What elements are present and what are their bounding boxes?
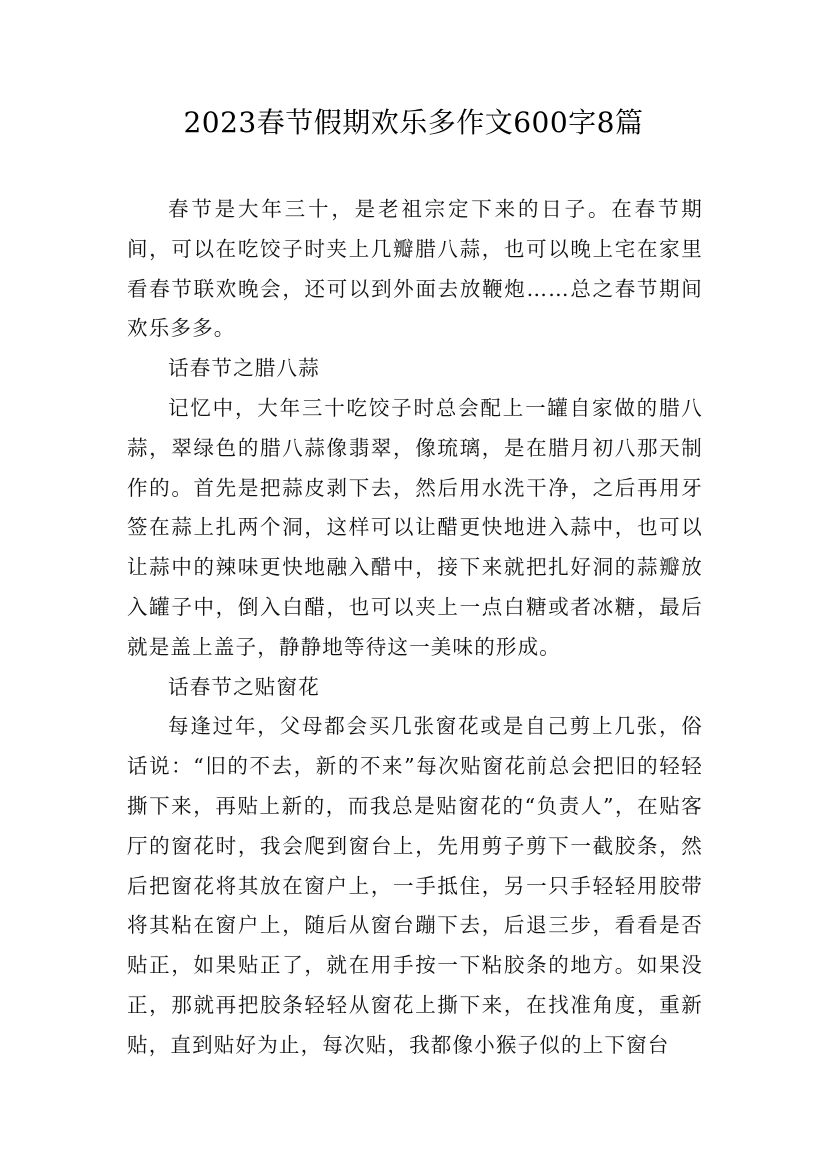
section-heading-window-flowers: 话春节之贴窗花 xyxy=(168,674,320,699)
paragraph-intro: 春节是大年三十，是老祖宗定下来的日子。在春节期间，可以在吃饺子时夹上几瓣腊八蒜，也可以晚上宅在家里看春节联欢晚会，还可以到外面去放鞭炮……总之春节期间欢乐多多。 xyxy=(127,197,703,341)
document-title: 2023春节假期欢乐多作文600字8篇 xyxy=(183,106,644,139)
section-heading-laba-garlic: 话春节之腊八蒜 xyxy=(168,356,320,381)
paragraph-window-flowers: 每逢过年，父母都会买几张窗花或是自己剪上几张，俗话说：“旧的不去，新的不来”每次贴窗花前总会把旧的轻轻撕下来，再贴上新的，而我总是贴窗花的“负责人”，在贴客厅的窗花时，我会爬到窗台上，先用剪子剪下一截胶条，然后把窗花将其放在窗户上，一手抵住，另一只手轻轻用胶带将其粘在窗户上，随后从窗台蹦下去，后退三步，看看是否贴正，如果贴正了，就在用手按一下粘胶条的地方。如果没正，那就再把胶条轻轻从窗花上撕下来，在找准角度，重新贴，直到贴好为止，每次贴，我都像小猴子似的上下窗台 xyxy=(127,714,703,1057)
document-body xyxy=(127,190,703,1066)
paragraph-laba-garlic: 记忆中，大年三十吃饺子时总会配上一罐自家做的腊八蒜，翠绿色的腊八蒜像翡翠，像琉璃，是在腊月初八那天制作的。首先是把蒜皮剥下去，然后用水洗干净，之后再用牙签在蒜上扎两个洞，这样可以让醋更快地进入蒜中，也可以让蒜中的辣味更快地融入醋中，接下来就把扎好洞的蒜瓣放入罐子中，倒入白醋，也可以夹上一点白糖或者冰糖，最后就是盖上盖子，静静地等待这一美味的形成。 xyxy=(127,395,703,659)
